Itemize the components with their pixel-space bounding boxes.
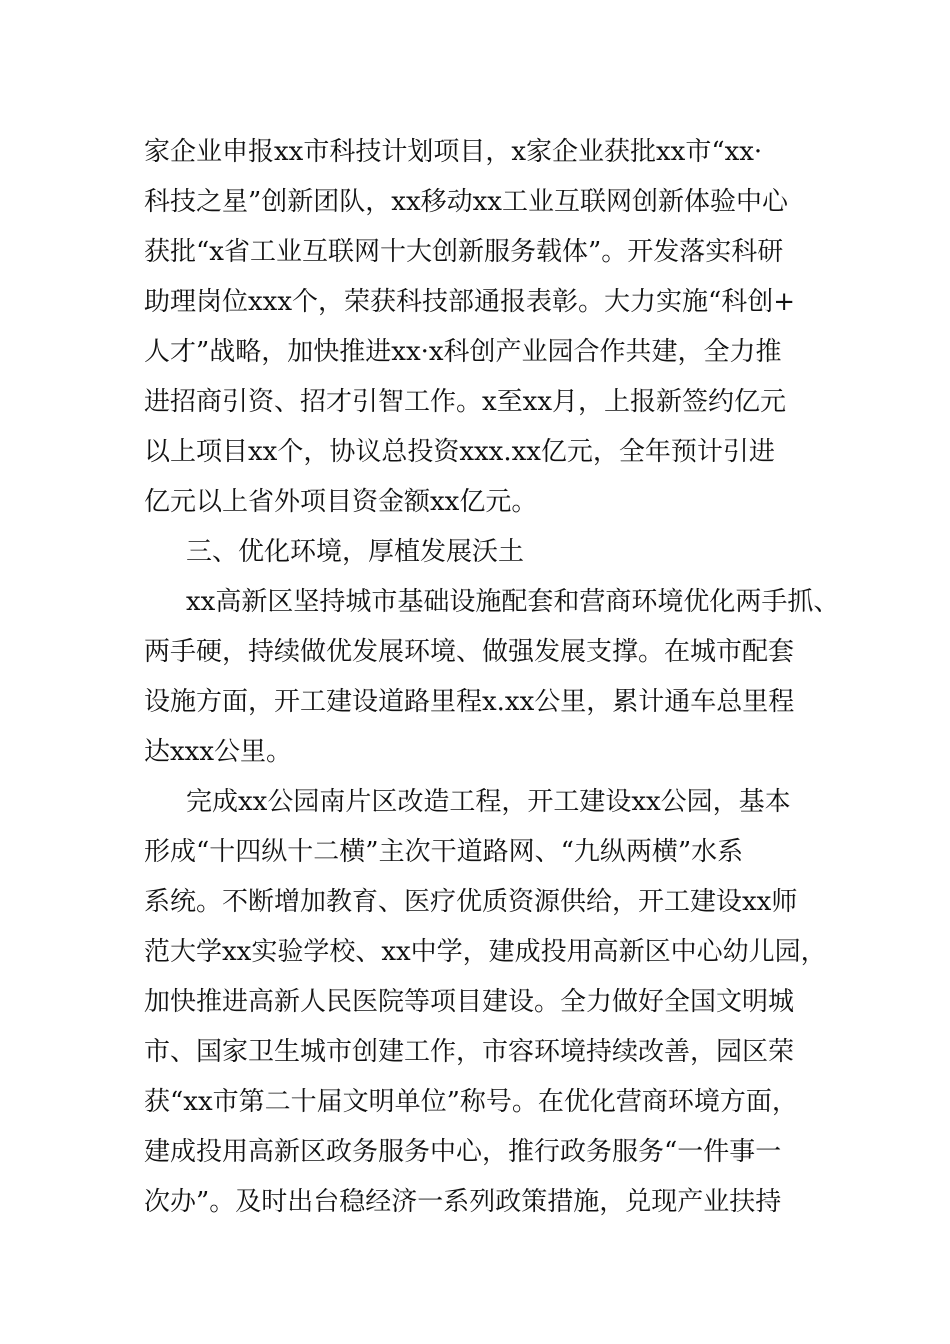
text-line: 获批“x省工业互联网十大创新服务载体”。开发落实科研 xyxy=(144,237,784,267)
text-line: 亿元以上省外项目资金额xx亿元。 xyxy=(144,487,538,517)
text-line: 建成投用高新区政务服务中心，推行政务服务“一件事一 xyxy=(144,1137,782,1167)
text-line: 两手硬，持续做优发展环境、做强发展支撑。在城市配套 xyxy=(144,637,795,667)
text-line: 以上项目xx个，协议总投资xxx.xx亿元，全年预计引进 xyxy=(144,437,775,467)
paragraph-1 xyxy=(144,127,814,527)
paragraph-2 xyxy=(144,577,840,777)
text-line: 加快推进高新人民医院等项目建设。全力做好全国文明城 xyxy=(144,987,795,1017)
text-line: 范大学xx实验学校、xx中学，建成投用高新区中心幼儿园， xyxy=(144,937,827,967)
paragraph-3 xyxy=(144,777,827,1227)
text-line: 科技之星”创新团队，xx移动xx工业互联网创新体验中心 xyxy=(144,187,788,217)
document-body xyxy=(144,127,840,1227)
text-line: 达xxx公里。 xyxy=(144,737,292,767)
text-line: 系统。不断增加教育、医疗优质资源供给，开工建设xx师 xyxy=(144,887,798,917)
text-line: 进招商引资、招才引智工作。x至xx月，上报新签约亿元 xyxy=(144,387,786,417)
section-heading: 三、优化环境，厚植发展沃土 xyxy=(186,537,525,567)
text-line: 设施方面，开工建设道路里程x.xx公里，累计通车总里程 xyxy=(144,687,795,717)
text-line: 家企业申报xx市科技计划项目，x家企业获批xx市“xx· xyxy=(144,137,763,167)
text-line: 形成“十四纵十二横”主次干道路网、“九纵两横”水系 xyxy=(144,837,744,867)
text-line: 次办”。及时出台稳经济一系列政策措施，兑现产业扶持 xyxy=(144,1187,782,1217)
text-line: 人才”战略，加快推进xx·x科创产业园合作共建，全力推 xyxy=(144,337,782,367)
text-line: 市、国家卫生城市创建工作，市容环境持续改善，园区荣 xyxy=(144,1037,795,1067)
text-line: 助理岗位xxx个，荣获科技部通报表彰。大力实施“科创+ xyxy=(144,287,796,317)
text-line: 完成xx公园南片区改造工程，开工建设xx公园，基本 xyxy=(186,787,791,817)
text-line: xx高新区坚持城市基础设施配套和营商环境优化两手抓、 xyxy=(186,587,840,617)
text-line: 获“xx市第二十届文明单位”称号。在优化营商环境方面， xyxy=(144,1087,798,1117)
